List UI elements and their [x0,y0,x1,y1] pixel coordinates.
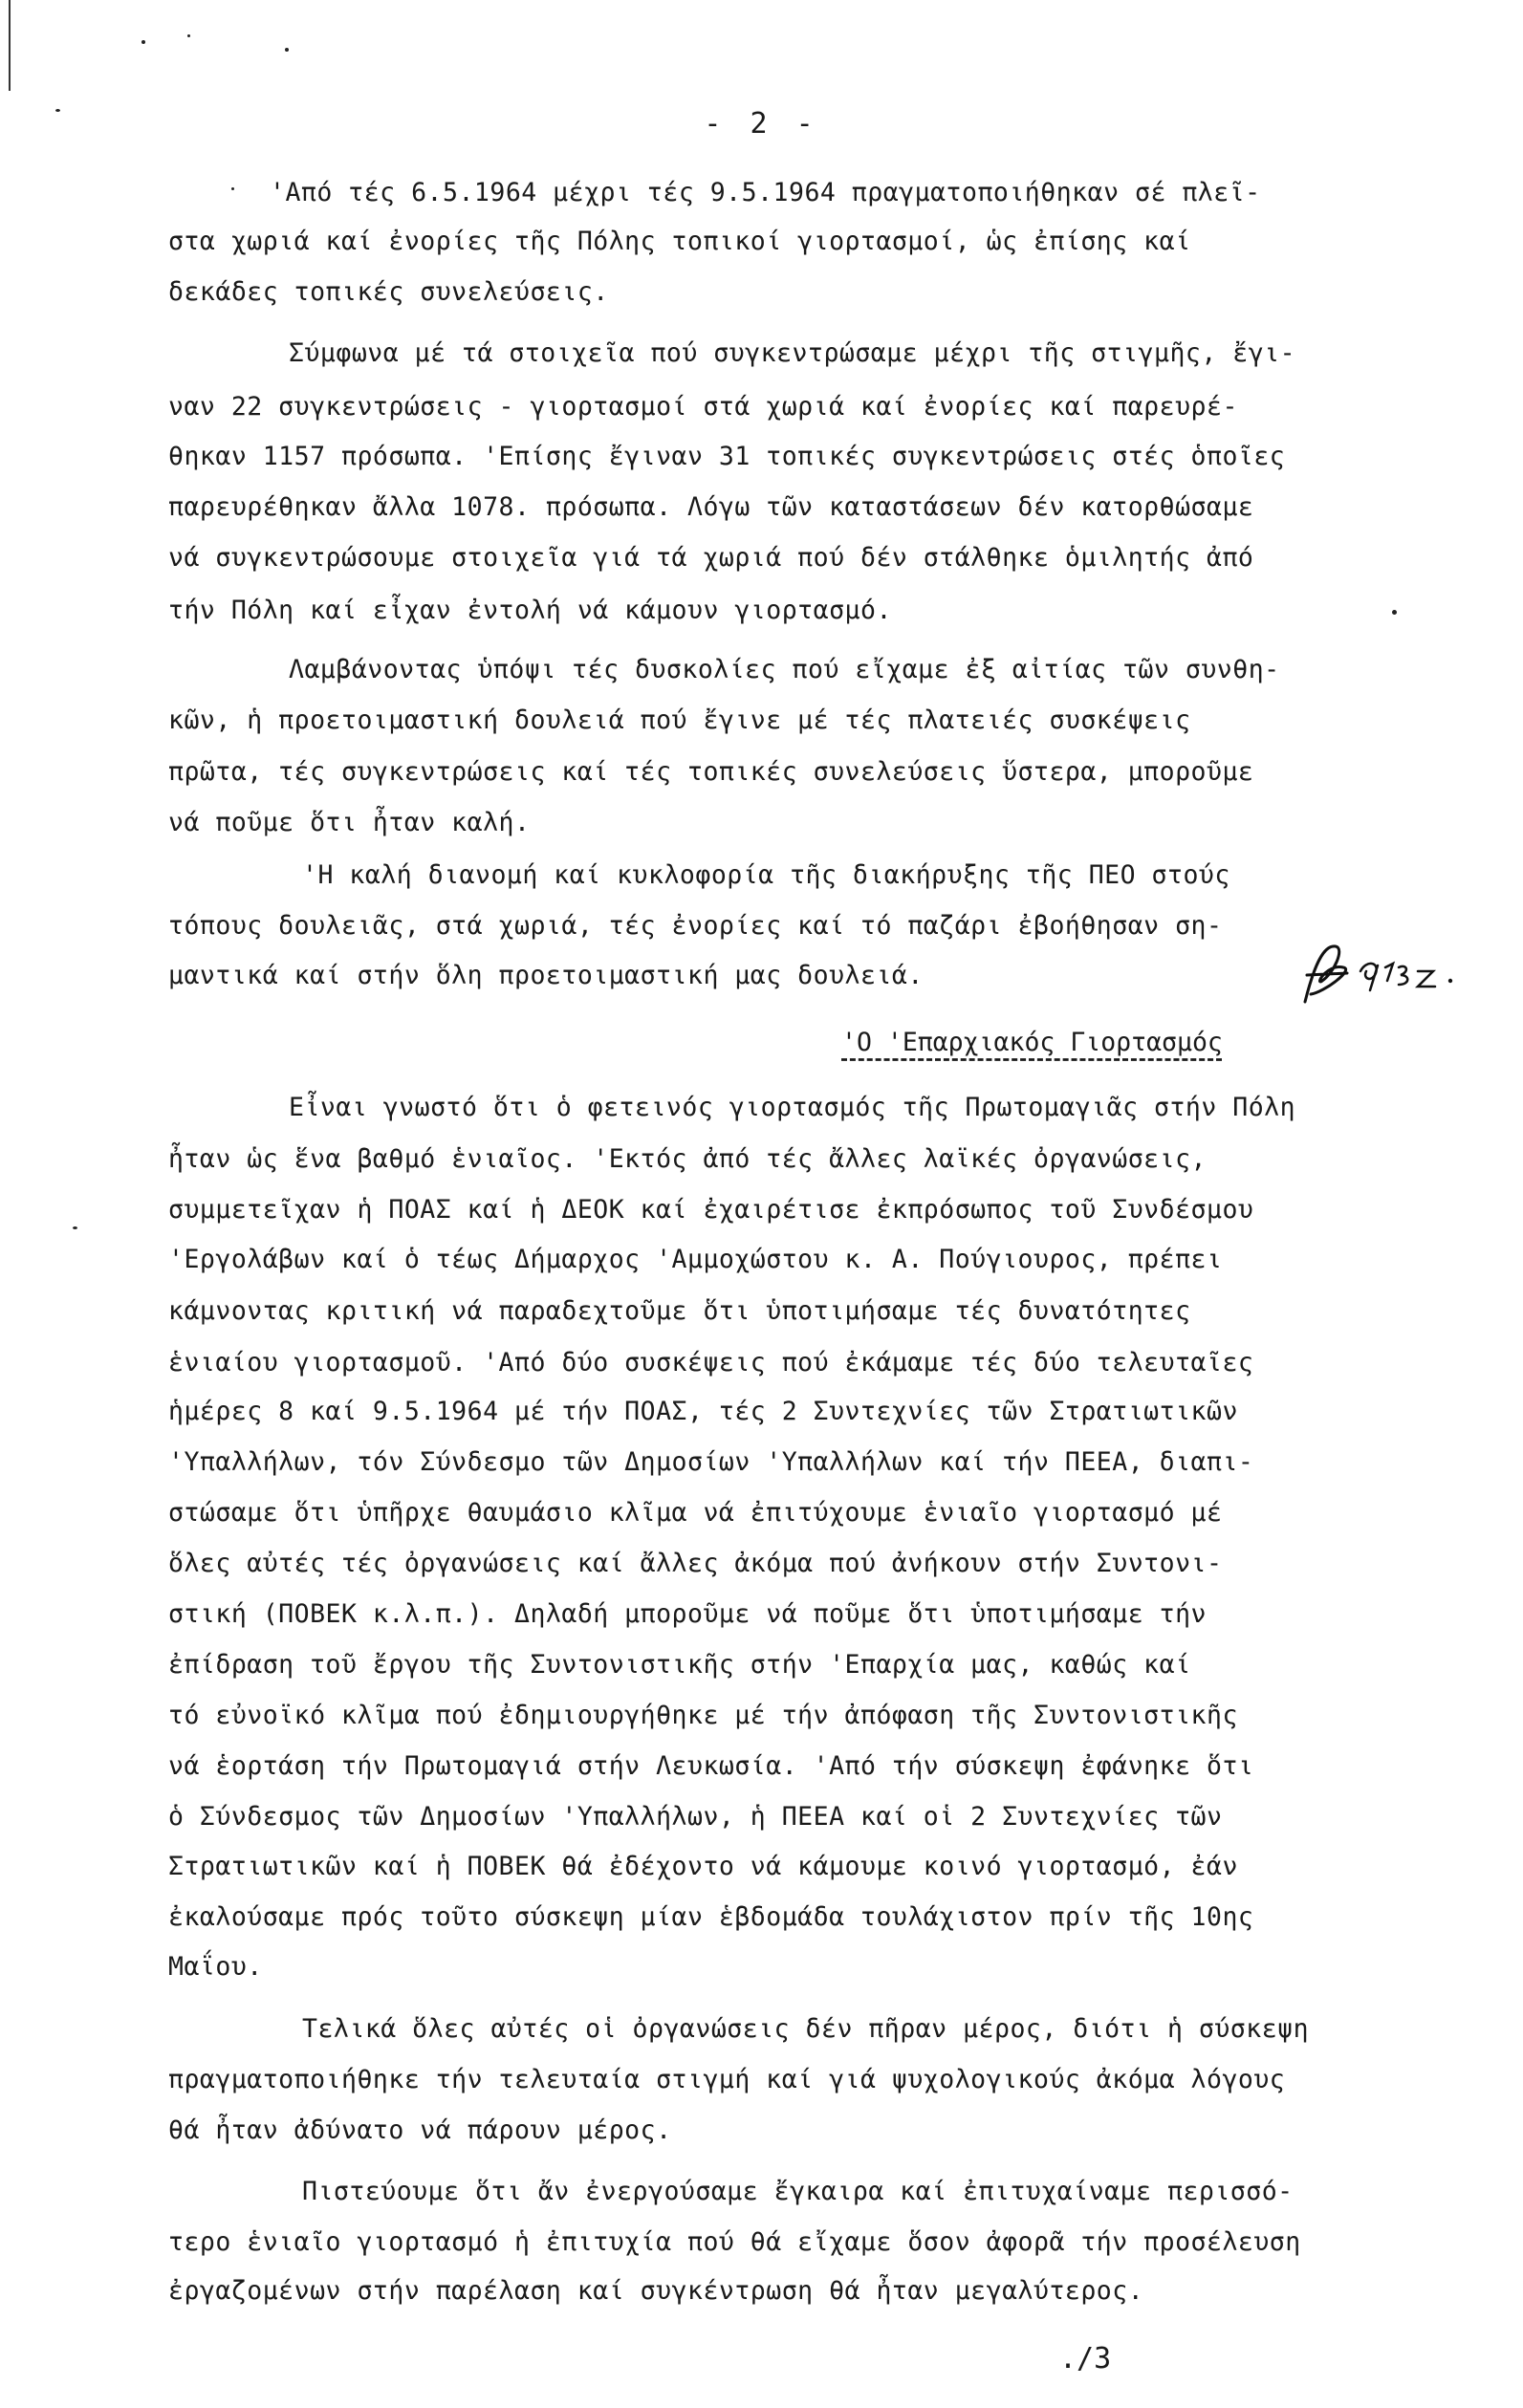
text-line: νά συγκεντρώσουμε στοιχεῖα γιά τά χωριά πού δέν στάλθηκε ὁμιλητής ἀπό [168,543,1254,573]
speck-7 [73,1226,77,1229]
text-line: 'Η καλή διανομή καί κυκλοφορία τῆς διακήρυξης τῆς ΠΕΟ στούς [302,860,1230,890]
text-line: 'Εργολάβων καί ὁ τέως Δήμαρχος 'Αμμοχώστου κ. Α. Πούγιουρος, πρέπει [168,1245,1223,1274]
text-line: στώσαμε ὅτι ὑπῆρχε θαυμάσιο κλῖμα νά ἐπιτύχουμε ἑνιαῖο γιορτασμό μέ [168,1498,1223,1528]
text-line: πραγματοποιήθηκε τήν τελευταία στιγμή καί γιά ψυχολογικούς ἀκόμα λόγους [168,2065,1286,2094]
text-line: ἑνιαίου γιορτασμοῦ. 'Από δύο συσκέψεις πού ἐκάμαμε τές δύο τελευταῖες [168,1348,1254,1378]
text-line: ἐπίδραση τοῦ ἔργου τῆς Συντονιστικῆς στήν 'Επαρχία μας, καθώς καί [168,1650,1191,1680]
text-line: Μαΐου. [168,1952,263,1982]
text-line: συμμετεῖχαν ἡ ΠΟΑΣ καί ἡ ΔΕΟΚ καί ἐχαιρέτισε ἐκπρόσωπος τοῦ Συνδέσμου [168,1195,1254,1225]
text-line: θηκαν 1157 πρόσωπα. 'Επίσης ἔγιναν 31 τοπικές συγκεντρώσεις στές ὁποῖες [168,442,1286,471]
text-line: ἐργαζομένων στήν παρέλαση καί συγκέντρωση θά ἦταν μεγαλύτερος. [168,2276,1144,2306]
handwritten-signature [1286,935,1468,1011]
continuation-marker: ./3 [1059,2342,1112,2375]
text-line: παρευρέθηκαν ἄλλα 1078. πρόσωπα. Λόγω τῶν καταστάσεων δέν κατορθώσαμε [168,492,1254,522]
left-edge-rule [9,0,11,91]
text-line: ναν 22 συγκεντρώσεις - γιορτασμοί στά χωριά καί ἐνορίες καί παρευρέ- [168,392,1238,422]
text-line: ὅλες αὐτές τές ὀργανώσεις καί ἄλλες ἀκόμα πού ἀνήκουν στήν Συντονι- [168,1549,1223,1578]
text-line: τό εὐνοϊκό κλῖμα πού ἐδημιουργήθηκε μέ τήν ἀπόφαση τῆς Συντονιστικῆς [168,1701,1238,1730]
speck-1 [141,40,145,44]
speck-6 [1392,610,1397,615]
text-line: κάμνοντας κριτική νά παραδεχτοῦμε ὅτι ὑποτιμήσαμε τές δυνατότητες [168,1296,1191,1326]
text-line: Λαμβάνοντας ὑπόψι τές δυσκολίες πού εἴχαμε ἐξ αἰτίας τῶν συνθη- [289,655,1280,684]
text-line: Τελικά ὅλες αὐτές οἱ ὀργανώσεις δέν πῆραν μέρος, διότι ἡ σύσκεψη [302,2014,1310,2044]
text-line: κῶν, ἡ προετοιμαστική δουλειά πού ἔγινε μέ τές πλατειές συσκέψεις [168,705,1191,735]
text-line: ἦταν ὡς ἕνα βαθμό ἑνιαῖος. 'Εκτός ἀπό τές ἄλλες λαϊκές ὀργανώσεις, [168,1144,1207,1174]
text-line: 'Υπαλλήλων, τόν Σύνδεσμο τῶν Δημοσίων 'Υπαλλήλων καί τήν ΠΕΕΑ, διαπι- [168,1447,1254,1477]
text-line: νά ἑορτάση τήν Πρωτομαγιά στήν Λευκωσία. 'Από τήν σύσκεψη ἐφάνηκε ὅτι [168,1751,1254,1781]
text-line: πρῶτα, τές συγκεντρώσεις καί τές τοπικές συνελεύσεις ὕστερα, μποροῦμε [168,757,1254,787]
text-line: στα χωριά καί ἐνορίες τῆς Πόλης τοπικοί γιορτασμοί, ὡς ἐπίσης καί [168,227,1191,256]
text-line: θά ἦταν ἀδύνατο νά πάρουν μέρος. [168,2115,672,2145]
text-line: ἡμέρες 8 καί 9.5.1964 μέ τήν ΠΟΑΣ, τές 2 Συντεχνίες τῶν Στρατιωτικῶν [168,1397,1238,1426]
speck-3 [285,48,289,52]
text-line: στική (ΠΟΒΕΚ κ.λ.π.). Δηλαδή μποροῦμε νά ποῦμε ὅτι ὑποτιμήσαμε τήν [168,1599,1207,1629]
speck-2 [187,34,190,37]
text-line: Πιστεύουμε ὅτι ἄν ἐνεργούσαμε ἔγκαιρα καί ἐπιτυχαίναμε περισσό- [302,2177,1294,2206]
text-line: τόπους δουλειᾶς, στά χωριά, τές ἐνορίες καί τό παζάρι ἐβοήθησαν ση- [168,911,1223,941]
text-line: 'Από τές 6.5.1964 μέχρι τές 9.5.1964 πραγματοποιήθηκαν σέ πλεῖ- [270,178,1261,207]
text-line: δεκάδες τοπικές συνελεύσεις. [168,277,609,307]
text-line: νά ποῦμε ὅτι ἦταν καλή. [168,808,531,837]
text-line: τήν Πόλη καί εἶχαν ἐντολή νά κάμουν γιορτασμό. [168,596,892,625]
speck-5 [231,187,234,190]
text-line: ὁ Σύνδεσμος τῶν Δημοσίων 'Υπαλλήλων, ἡ ΠΕΕΑ καί οἱ 2 Συντεχνίες τῶν [168,1802,1223,1832]
text-line: Εἶναι γνωστό ὅτι ὁ φετεινός γιορτασμός τῆς Πρωτομαγιᾶς στήν Πόλη [289,1093,1296,1122]
page-number: - 2 - [704,107,819,141]
text-line: τερο ἑνιαῖο γιορτασμό ἡ ἐπιτυχία πού θά εἴχαμε ὅσον ἀφορᾶ τήν προσέλευση [168,2227,1301,2257]
text-line: Σύμφωνα μέ τά στοιχεῖα πού συγκεντρώσαμε μέχρι τῆς στιγμῆς, ἔγι- [289,338,1296,368]
section-heading: 'Ο 'Επαρχιακός Γιορτασμός [841,1028,1223,1057]
text-line: ἐκαλούσαμε πρός τοῦτο σύσκεψη μίαν ἑβδομάδα τουλάχιστον πρίν τῆς 10ης [168,1902,1254,1932]
text-line: μαντικά καί στήν ὅλη προετοιμαστική μας δουλειά. [168,961,924,990]
text-line: Στρατιωτικῶν καί ἡ ΠΟΒΕΚ θά ἐδέχοντο νά κάμουμε κοινό γιορτασμό, ἐάν [168,1852,1238,1881]
